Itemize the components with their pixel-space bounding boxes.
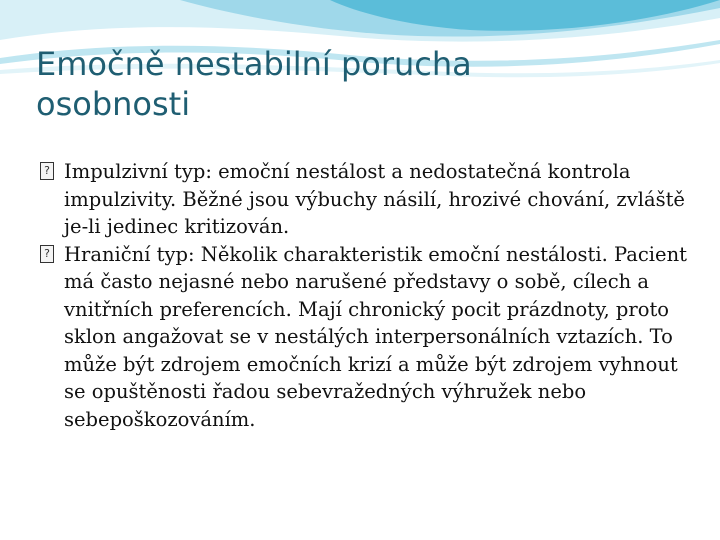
missing-glyph-icon: ? bbox=[40, 245, 54, 263]
bullet-item bbox=[40, 158, 700, 241]
slide-title: Emočně nestabilní porucha osobnosti bbox=[36, 45, 472, 123]
missing-glyph-icon: ? bbox=[40, 162, 54, 180]
bullet-text: Hraniční typ: Několik charakteristik emoční nestálosti. Pacient má často nejasné nebo narušené představy o sobě, cílech a vnitřních preferencích. Mají chronický pocit prázdnoty, proto sklon angažovat se v nestálých interpersonálních vztazích. To může být zdrojem emočních krizí a může být zdrojem vyhnout se opuštěnosti řadou sebevražedných výhružek nebo sebepoškozováním. bbox=[64, 242, 687, 431]
bullet-item bbox=[40, 241, 700, 434]
slide-body bbox=[40, 158, 700, 433]
bullet-text: Impulzivní typ: emoční nestálost a nedostatečná kontrola impulzivity. Běžné jsou výbuchy násilí, hrozivé chování, zvláště je-li jedinec kritizován. bbox=[64, 160, 685, 238]
